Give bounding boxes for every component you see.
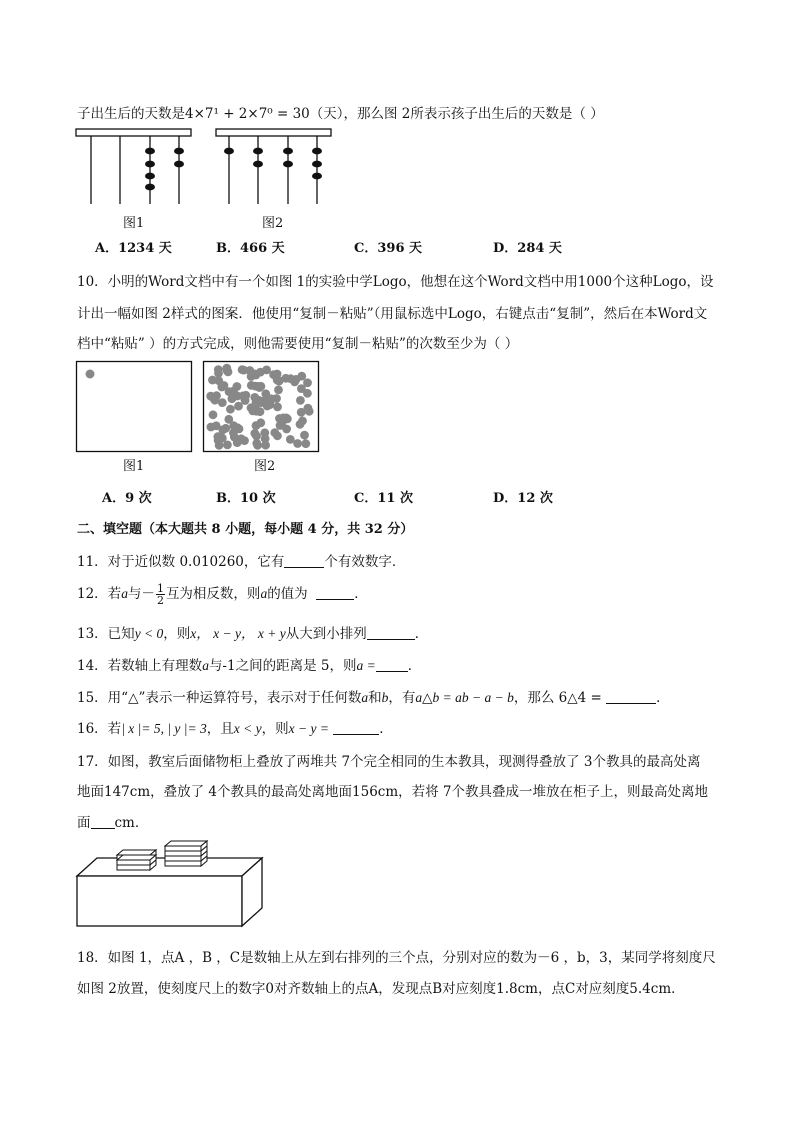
q17-line-3 (77, 811, 148, 831)
q15-mid2: ，那么 6△4 = (513, 690, 602, 706)
q10-option-b[interactable]: B．10 次 (216, 491, 276, 506)
q9-option-a[interactable]: A．1234 天 (95, 241, 172, 256)
q10-fig1-caption: 图1 (123, 459, 145, 474)
q12-blank[interactable] (316, 586, 354, 600)
logo-dot (241, 396, 250, 405)
q10-line-3: 档中“粘贴” ）的方式完成，则他需要使用“复制－粘贴”的次数至少为（ ） (77, 336, 519, 352)
q14-var: a (202, 658, 209, 673)
q12-fraction (156, 583, 165, 606)
logo-dot (225, 387, 234, 396)
logo-dot (274, 386, 283, 395)
logo-dot (297, 372, 306, 381)
q16-pre: 16．若 (77, 721, 122, 737)
logo-dot (257, 398, 266, 407)
logo-figure-2 (204, 362, 319, 452)
abacus-figure-1 (76, 129, 191, 204)
q12-var2: a (260, 586, 268, 601)
logo-dot (256, 418, 265, 427)
logo-dot (273, 403, 282, 412)
logo-dot (296, 396, 305, 405)
q14: 14．若数轴上有理数a与-1之间的距离是 5，则a = ． (77, 658, 422, 674)
logo-dot (222, 364, 231, 373)
abacus-figures (74, 126, 344, 210)
q9-option-c[interactable]: C．396 天 (354, 241, 423, 256)
q13-post: 从大到小排列 (285, 626, 367, 642)
logo-dot (290, 378, 299, 387)
logo-dot (270, 428, 279, 437)
q12-mid2: 互为相反数，则 (165, 586, 261, 602)
q14-mid: 与-1之间的距离是 5，则 (208, 658, 357, 674)
logo-dot (286, 435, 295, 444)
logo-dot (247, 381, 256, 390)
q17-line3-post: cm． (114, 815, 149, 831)
q15-pre: 15．用“△”表示一种运算符号，表示对于任何数 (77, 690, 362, 706)
cabinet-figure (75, 838, 265, 930)
q15-mid: ，有 (388, 690, 416, 706)
cabinet-front (77, 876, 242, 926)
logo-dot (209, 394, 218, 403)
q11 (77, 550, 405, 570)
q14-expr: a = (356, 658, 376, 673)
q17-line-1: 17．如图，教室后面储物柜上叠放了两堆共 7个完全相同的生本教具，现测得叠放了 3个教具的最高处离 (77, 754, 701, 770)
logo-dot (233, 392, 242, 401)
logo-dot (209, 410, 218, 419)
q15-definition: a△b = ab − a − b (415, 690, 514, 705)
q10-line-1: 10．小明的Word文档中有一个如图 1的实验中学Logo，他想在这个Word文档中用1000个这种Logo，设 (77, 274, 714, 290)
q9-fig1-caption: 图1 (123, 216, 145, 231)
logo-dot (300, 431, 309, 440)
q11-pre: 11．对于近似数 0.010260，它有 (77, 554, 285, 570)
q14-pre: 14．若数轴上有理数 (77, 658, 203, 674)
q10-option-c[interactable]: C．11 次 (354, 491, 413, 506)
q17-line-2: 地面147cm，叠放了 4个教具的最高处离地面156cm，若将 7个教具叠成一堆放在柜子上，则最高处离地 (77, 784, 709, 800)
q12-mid: 与－ (127, 586, 155, 602)
q16-condition: | x |= 5, | y |= 3 (121, 721, 207, 736)
abacus-figure-2 (216, 129, 331, 204)
logo-dot (301, 439, 310, 448)
logo-dot (296, 420, 305, 429)
q11-post: 个有效数字． (324, 554, 406, 570)
q16: 16．若| x |= 5, | y |= 3，且x < y，则x − y = ． (77, 721, 393, 737)
q16-mid: ，且 (206, 721, 234, 737)
q12-numerator: 1 (156, 582, 164, 595)
q12-post: 的值为 (267, 586, 308, 602)
q12: 12．若a与－ $\frac{1}{2}$ 互为相反数，则a的值为 ． (77, 582, 368, 607)
logo-dot (237, 434, 246, 443)
q11-blank[interactable] (284, 554, 324, 568)
logo-dot (255, 383, 264, 392)
q16-condition2: x < y (233, 721, 262, 736)
q16-blank[interactable] (333, 721, 379, 735)
logo-dot (282, 425, 291, 434)
q15-blank[interactable] (606, 690, 656, 704)
logo-dot (245, 366, 254, 375)
q12-denominator: 2 (156, 594, 164, 607)
logo-dot (275, 377, 284, 386)
section-2-heading: 二、填空题（本大题共 8 小题，每小题 4 分，共 32 分） (77, 522, 414, 537)
q9-option-b[interactable]: B．466 天 (216, 241, 285, 256)
q13-condition: y < 0 (134, 626, 164, 641)
logo-dot (218, 434, 227, 443)
q12-var: a (121, 586, 128, 601)
q15: 15．用“△”表示一种运算符号，表示对于任何数a和b，有a△b = ab − a − b，那么 6△4 = ． (77, 690, 670, 706)
q13-pre: 13．已知 (77, 626, 135, 642)
q18-line-2: 如图 2放置，使刻度尺上的数字0对齐数轴上的点A，发现点B对应刻度1.8cm，点C对应刻度5.4cm． (77, 981, 685, 997)
logo-dot (214, 376, 223, 385)
q9-text: 子出生后的天数是4×7¹ + 2×7⁰ = 30（天），那么图 2所表示孩子出生后的天数是（ ） (77, 106, 604, 122)
logo-dot (279, 414, 288, 423)
q15-var-a: a (361, 690, 369, 705)
q16-mid2: ，则 (261, 721, 289, 737)
q9-option-d[interactable]: D．284 天 (493, 241, 562, 256)
logo-dot (252, 407, 261, 416)
q14-blank[interactable] (376, 658, 408, 672)
logo-figure-1 (77, 362, 192, 452)
logo-dot (212, 421, 221, 430)
q10-option-d[interactable]: D．12 次 (493, 491, 553, 506)
q10-option-a[interactable]: A．9 次 (102, 491, 152, 506)
q13-terms: x， x − y， x + y (190, 626, 286, 641)
q9-fig2-caption: 图2 (262, 216, 284, 231)
logo-dot (226, 405, 235, 414)
q15-var-b: b (381, 690, 389, 705)
q12-pre: 12．若 (77, 586, 122, 602)
q17-blank[interactable] (91, 815, 115, 829)
q18-line-1: 18．如图 1，点A ，B ，C是数轴上从左到右排列的三个点，分别对应的数为－6 ，b，3，某同学将刻度尺 (77, 950, 716, 966)
q15-and: 和 (368, 690, 382, 706)
q10-fig2-caption: 图2 (254, 459, 276, 474)
q17-line3-pre: 面 (77, 815, 91, 831)
logo-dot (297, 408, 306, 417)
logo-dot (229, 421, 238, 430)
logo-figures (75, 360, 325, 454)
q10-line-2: 计出一幅如图 2样式的图案．他使用“复制－粘贴”（用鼠标选中Logo，右键点击“复制”，然后在本Word文 (77, 306, 708, 322)
q16-expr: x − y = (288, 721, 329, 736)
logo-dot (253, 441, 262, 450)
q13: 13．已知y < 0，则x， x − y， x + y从大到小排列 ． (77, 626, 429, 642)
logo-dot (297, 384, 306, 393)
logo-dot (261, 441, 270, 450)
q13-mid: ，则 (163, 626, 191, 642)
logo-dot (267, 394, 276, 403)
q13-blank[interactable] (367, 626, 415, 640)
